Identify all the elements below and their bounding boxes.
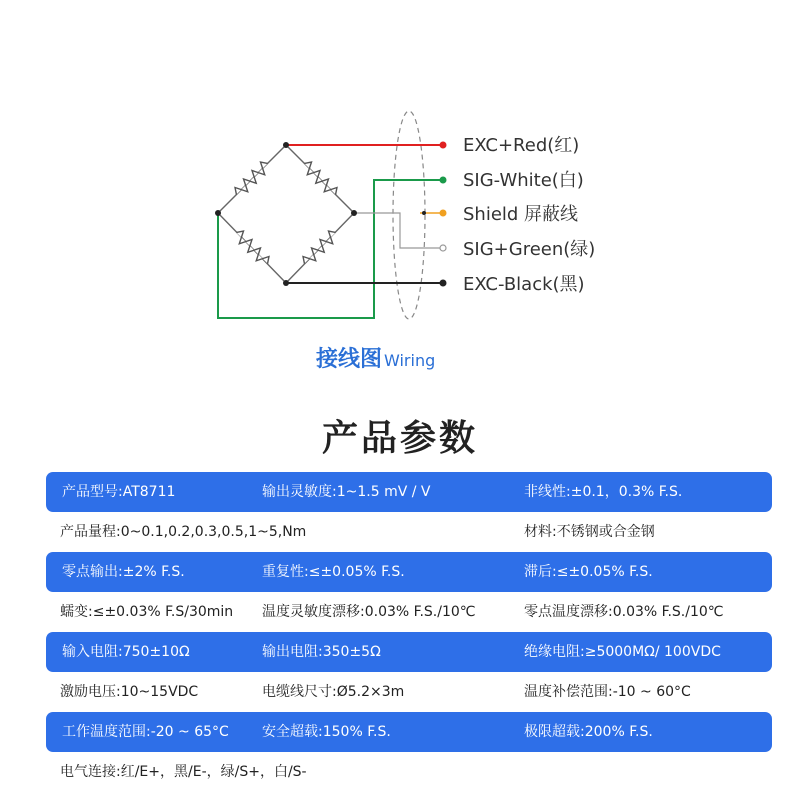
spec-cell: 输入电阻:750±10Ω (62, 644, 190, 660)
spec-cell: 极限超载:200% F.S. (524, 724, 653, 740)
spec-cell: 产品型号:AT8711 (62, 484, 176, 500)
spec-title: 产品参数 (321, 418, 478, 459)
spec-cell: 激励电压:10~15VDC (60, 684, 199, 700)
spec-row (46, 752, 772, 792)
spec-cell: 温度灵敏度漂移:0.03% F.S./10℃ (262, 604, 476, 620)
resistor-top-left (232, 159, 272, 199)
terminal-exc-neg (440, 280, 447, 287)
node-top (283, 142, 289, 148)
spec-row (46, 592, 772, 632)
node-left (215, 210, 221, 216)
spec-row (46, 472, 772, 512)
wiring-caption-cn: 接线图 (316, 347, 383, 372)
spec-cell: 非线性:±0.1，0.3% F.S. (524, 484, 683, 500)
cable-bundle-outline (393, 111, 425, 319)
spec-cell: 材料:不锈钢或合金钢 (524, 524, 655, 540)
terminal-sig-neg (440, 177, 447, 184)
spec-cell: 产品量程:0~0.1,0.2,0.3,0.5,1~5,Nm (60, 524, 307, 540)
spec-cell: 滞后:≤±0.05% F.S. (524, 564, 653, 580)
node-bottom (283, 280, 289, 286)
spec-cell: 蠕变:≤±0.03% F.S/30min (60, 604, 234, 620)
spec-cell: 电缆线尺寸:Ø5.2×3m (262, 684, 405, 700)
node-right (351, 210, 357, 216)
spec-cell: 输出灵敏度:1~1.5 mV / V (262, 484, 431, 500)
label-sig-pos: SIG+Green(绿) (463, 239, 596, 260)
spec-cell: 零点输出:±2% F.S. (62, 564, 185, 580)
spec-cell: 输出电阻:350±5Ω (262, 644, 381, 660)
label-exc-pos: EXC+Red(红) (463, 135, 580, 156)
spec-cell: 安全超载:150% F.S. (262, 724, 391, 740)
spec-row (46, 512, 772, 552)
spec-cell: 绝缘电阻:≥5000MΩ/ 100VDC (524, 644, 721, 660)
spec-row (46, 672, 772, 712)
wire-sig-pos (354, 213, 443, 248)
label-shield: Shield 屏蔽线 (463, 204, 579, 225)
wiring-caption (316, 342, 435, 373)
spec-cell: 重复性:≤±0.05% F.S. (262, 564, 405, 580)
spec-row (46, 632, 772, 672)
resistor-bottom-right (300, 228, 340, 268)
terminal-shield (440, 210, 447, 217)
label-sig-neg: SIG-White(白) (463, 170, 584, 191)
terminal-sig-pos (440, 245, 446, 251)
shield-node (422, 211, 426, 215)
spec-cell: 电气连接:红/E+，黑/E-，绿/S+，白/S- (60, 764, 307, 780)
wiring-caption-en: Wiring (384, 351, 436, 370)
terminal-exc-pos (440, 142, 447, 149)
spec-row (46, 552, 772, 592)
spec-table (46, 472, 772, 792)
spec-cell: 温度补偿范围:-10 ~ 60°C (524, 684, 691, 700)
spec-row (46, 712, 772, 752)
bridge-circuit (218, 145, 354, 283)
spec-cell: 零点温度漂移:0.03% F.S./10℃ (524, 604, 724, 620)
label-exc-neg: EXC-Black(黑) (463, 274, 585, 295)
spec-cell: 工作温度范围:-20 ~ 65°C (62, 724, 229, 740)
